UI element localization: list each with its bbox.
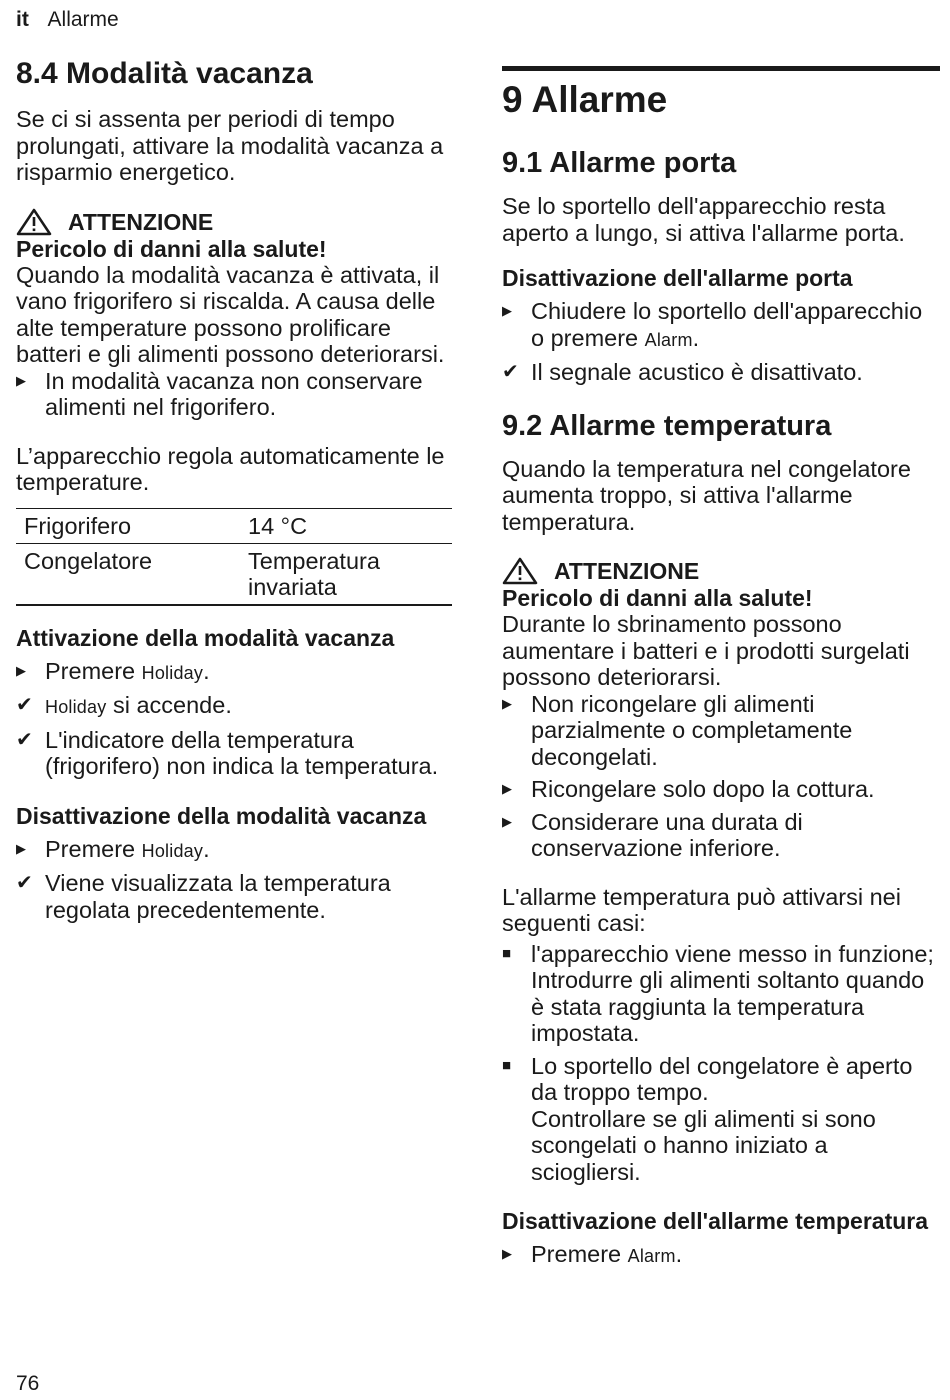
table-cell-zone: Frigorifero — [24, 512, 132, 539]
auto-regulation-text: L’apparecchio regola automaticamente le temperature. — [16, 442, 445, 495]
table-row — [16, 508, 452, 543]
deactivate-door-alarm-heading: Disattivazione dell'allarme porta — [502, 265, 853, 291]
warning-block — [16, 208, 452, 421]
warning-text: Quando la modalità vacanza è attivata, il vano frigorifero si riscalda. A causa delle alte temperature possono prolificare batteri e gli alimenti possono deteriorarsi. — [16, 261, 445, 367]
chapter-title: 9 Allarme — [502, 79, 668, 120]
warning-block — [502, 557, 940, 862]
cases-intro: L'allarme temperatura può attivarsi nei seguenti casi: — [502, 883, 901, 936]
check-icon: ✔ — [16, 694, 33, 716]
square-bullet-icon: ■ — [502, 944, 512, 962]
alarm-key-label: Alarm — [627, 1246, 676, 1266]
deactivate-temperature-alarm-heading: Disattivazione dell'allarme temperatura — [502, 1208, 929, 1234]
warning-subtitle: Pericolo di danni alla salute! — [16, 235, 327, 262]
list-item: ▶ Non ricongelare gli alimenti parzialmente o completamente decongelati. — [502, 690, 853, 770]
arrow-bullet-icon: ▶ — [16, 662, 26, 678]
holiday-key-label: Holiday — [45, 697, 107, 717]
temperature-alarm-steps — [502, 1241, 940, 1270]
page-number: 76 — [16, 1372, 40, 1395]
header-section: Allarme — [47, 8, 119, 31]
activate-holiday-heading: Attivazione della modalità vacanza — [16, 624, 395, 651]
arrow-bullet-icon: ▶ — [16, 372, 26, 388]
list-item: ▶ Premere Holiday. — [16, 835, 210, 862]
warning-steps — [16, 368, 452, 421]
section-title-holiday-mode: 8.4 Modalità vacanza — [16, 57, 313, 90]
section-title-temperature-alarm: 9.2 Allarme temperatura — [502, 409, 832, 442]
list-item: ✔ Il segnale acustico è disattivato. — [502, 359, 863, 385]
list-item: ▶ Considerare una durata di conservazione inferiore. — [502, 808, 803, 861]
alarm-cases — [502, 941, 940, 1186]
arrow-bullet-icon: ▶ — [502, 303, 512, 318]
left-column — [16, 56, 452, 945]
arrow-bullet-icon: ▶ — [16, 840, 26, 856]
warning-label: ATTENZIONE — [554, 558, 700, 584]
table-row — [16, 543, 452, 605]
square-bullet-icon: ■ — [502, 1056, 512, 1074]
temperature-alarm-intro: Quando la temperatura nel congelatore aumenta troppo, si attiva l'allarme temperatura. — [502, 455, 911, 535]
list-item: ■ Lo sportello del congelatore è aperto da troppo tempo. Controllare se gli alimenti si sono scongelati o hanno iniziato a sciogliersi. — [502, 1052, 913, 1185]
activate-steps — [16, 658, 452, 780]
deactivate-steps — [16, 836, 452, 924]
list-item: ▶ Premere Alarm. — [502, 1241, 683, 1267]
table-cell-value: 14 °C — [248, 512, 308, 539]
language-code: it — [16, 8, 29, 31]
list-item: ✔ Holiday si accende. — [16, 692, 232, 718]
deactivate-holiday-heading: Disattivazione della modalità vacanza — [16, 802, 427, 829]
warning-text: Durante lo sbrinamento possono aumentare i batteri e i prodotti surgelati possono deteriorarsi. — [502, 611, 910, 690]
holiday-key-label: Holiday — [141, 662, 204, 683]
warning-triangle-icon — [502, 557, 538, 585]
door-alarm-steps — [502, 298, 940, 386]
temperature-table — [16, 508, 452, 606]
right-column — [502, 56, 940, 1292]
arrow-bullet-icon: ▶ — [502, 781, 512, 796]
list-item: ✔ L'indicatore della temperatura (frigorifero) non indica la temperatura. — [16, 726, 439, 779]
list-item: ■ l'apparecchio viene messo in funzione; Introdurre gli alimenti soltanto quando è stata raggiunta la temperatura impostata. — [502, 940, 934, 1046]
alarm-key-label: Alarm — [644, 329, 693, 350]
holiday-intro: Se ci si assenta per periodi di tempo prolungati, attivare la modalità vacanza a risparmio energetico. — [16, 106, 444, 185]
list-item: ✔ Viene visualizzata la temperatura regolata precedentemente. — [16, 870, 391, 923]
check-icon: ✔ — [502, 361, 519, 383]
warning-triangle-icon — [16, 208, 52, 236]
arrow-bullet-icon: ▶ — [502, 813, 512, 829]
table-cell-value: Temperatura invariata — [248, 547, 380, 600]
arrow-bullet-icon: ▶ — [502, 1246, 512, 1261]
warning-subtitle: Pericolo di danni alla salute! — [502, 585, 813, 611]
list-item: ▶ Ricongelare solo dopo la cottura. — [502, 776, 875, 802]
warning-label: ATTENZIONE — [68, 208, 214, 235]
list-item: ▶ In modalità vacanza non conservare alimenti nel frigorifero. — [16, 367, 423, 420]
warning-steps — [502, 691, 940, 862]
check-icon: ✔ — [16, 872, 33, 894]
holiday-key-label: Holiday — [141, 840, 204, 861]
running-header — [16, 8, 119, 32]
door-alarm-intro: Se lo sportello dell'apparecchio resta aperto a lungo, si attiva l'allarme porta. — [502, 193, 905, 246]
list-item: ▶ Chiudere lo sportello dell'apparecchio o premere Alarm. — [502, 298, 923, 351]
chapter-rule — [502, 66, 940, 71]
list-item: ▶ Premere Holiday. — [16, 657, 210, 684]
section-title-door-alarm: 9.1 Allarme porta — [502, 147, 737, 179]
check-icon: ✔ — [16, 728, 33, 751]
table-cell-zone: Congelatore — [24, 547, 153, 574]
arrow-bullet-icon: ▶ — [502, 695, 512, 711]
